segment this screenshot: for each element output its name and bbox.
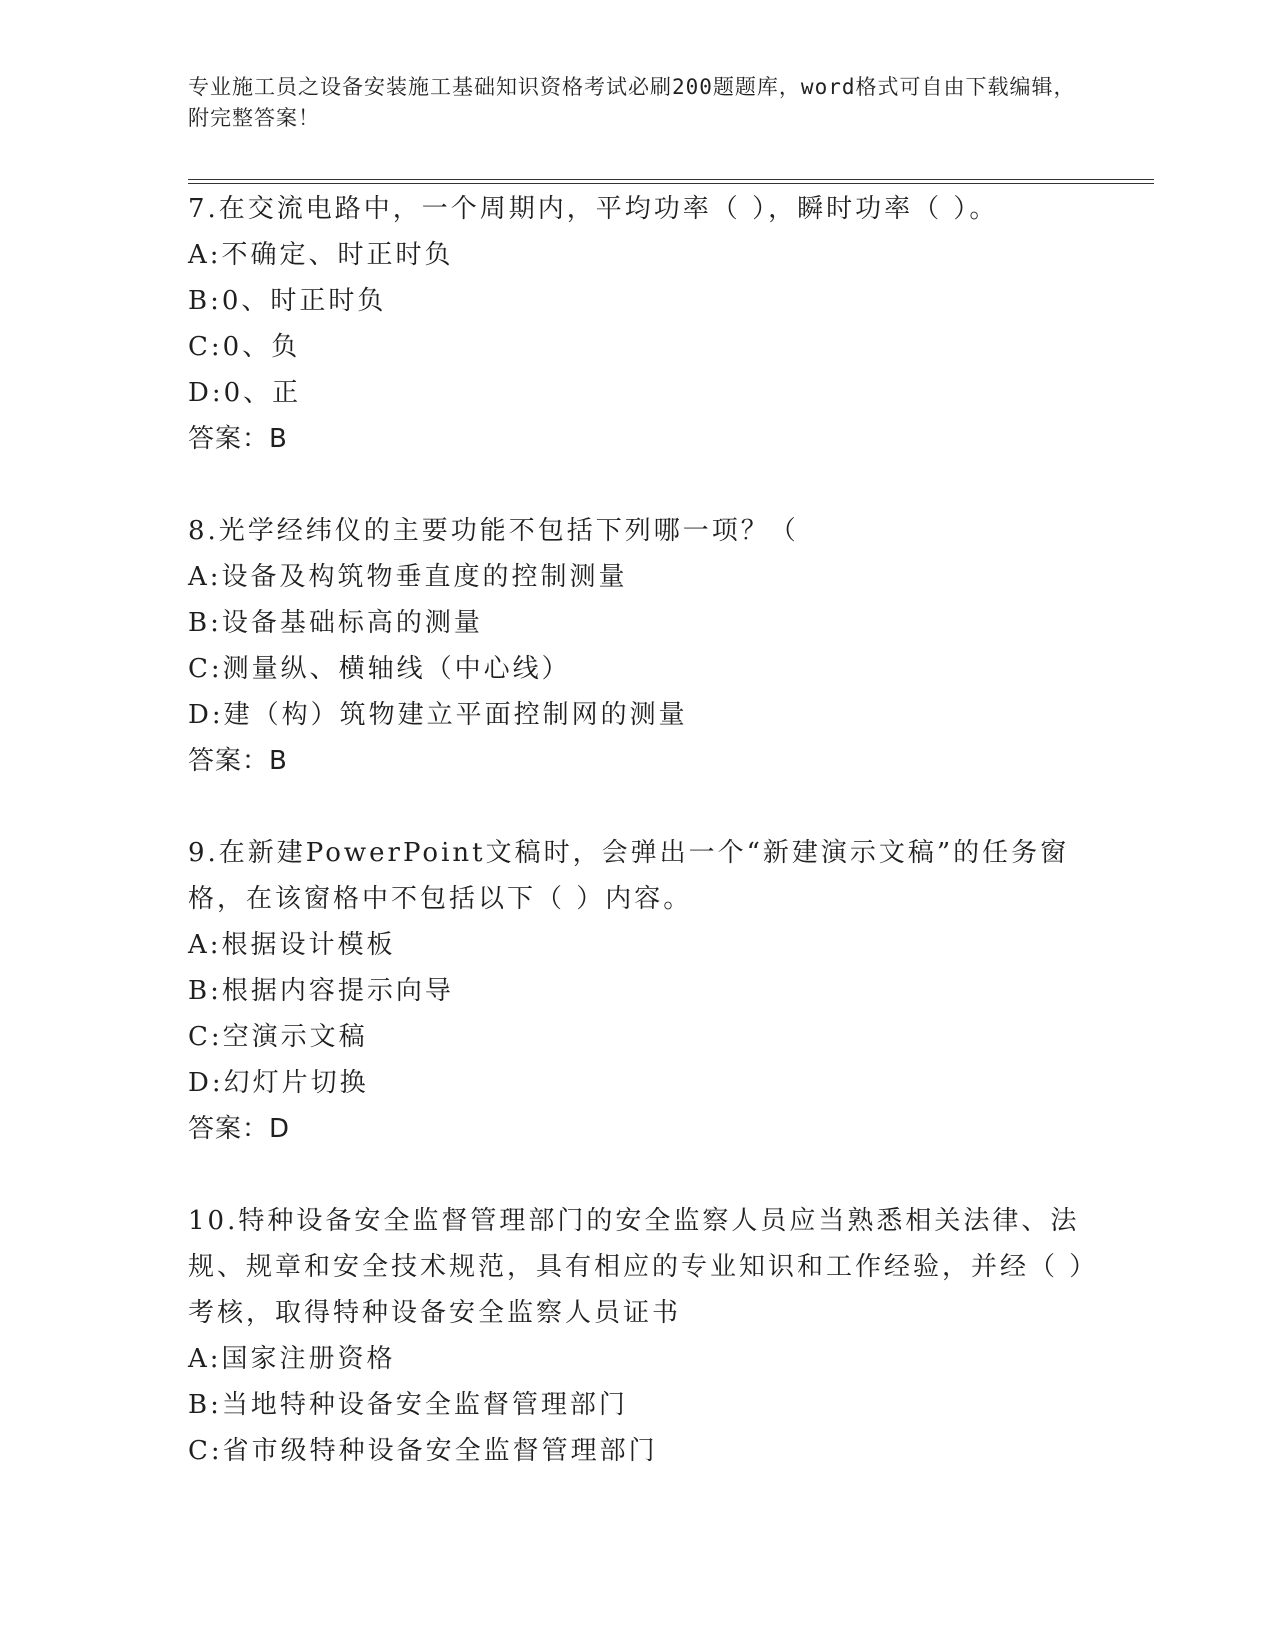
- question-text: 7.在交流电路中，一个周期内，平均功率（ ），瞬时功率（ ）。: [188, 194, 999, 224]
- option-a: A:根据设计模板: [188, 930, 396, 960]
- option-c: C:0、负: [188, 332, 301, 362]
- spacer: [188, 462, 1088, 508]
- question-text: 8.光学经纬仪的主要功能不包括下列哪一项？（: [188, 516, 799, 546]
- answer-label: 答案：D: [188, 1114, 291, 1144]
- option-a: A:国家注册资格: [188, 1344, 396, 1374]
- option-a: A:设备及构筑物垂直度的控制测量: [188, 562, 628, 592]
- spacer: [188, 1152, 1088, 1198]
- option-c: C:省市级特种设备安全监督管理部门: [188, 1436, 658, 1466]
- option-a: A:不确定、时正时负: [188, 240, 454, 270]
- question-text: 10.特种设备安全监督管理部门的安全监察人员应当熟悉相关法律、法规、规章和安全技术规范，具有相应的专业知识和工作经验，并经（ ）考核，取得特种设备安全监察人员证书: [188, 1206, 1086, 1328]
- answer-label: 答案：B: [188, 746, 288, 776]
- spacer: [188, 784, 1088, 830]
- option-b: B:设备基础标高的测量: [188, 608, 483, 638]
- option-d: D:建（构）筑物建立平面控制网的测量: [188, 700, 688, 730]
- header-divider-top: [188, 179, 1154, 180]
- question-10: [188, 1198, 1088, 1474]
- option-c: C:测量纵、横轴线（中心线）: [188, 654, 571, 684]
- option-d: D:0、正: [188, 378, 302, 408]
- question-8: [188, 508, 1088, 784]
- question-list: [188, 186, 1088, 1474]
- question-7: [188, 186, 1088, 462]
- option-b: B:当地特种设备安全监督管理部门: [188, 1390, 628, 1420]
- option-b: B:根据内容提示向导: [188, 976, 454, 1006]
- question-text: 9.在新建PowerPoint文稿时，会弹出一个“新建演示文稿”的任务窗格，在该窗格中不包括以下（ ）内容。: [188, 838, 1070, 914]
- header-divider-bottom: [188, 183, 1154, 184]
- option-c: C:空演示文稿: [188, 1022, 368, 1052]
- question-9: [188, 830, 1088, 1152]
- option-d: D:幻灯片切换: [188, 1068, 369, 1098]
- option-b: B:0、时正时负: [188, 286, 387, 316]
- answer-label: 答案：B: [188, 424, 288, 454]
- document-header: 专业施工员之设备安装施工基础知识资格考试必刷200题题库，word格式可自由下载编辑，附完整答案！: [188, 75, 1076, 130]
